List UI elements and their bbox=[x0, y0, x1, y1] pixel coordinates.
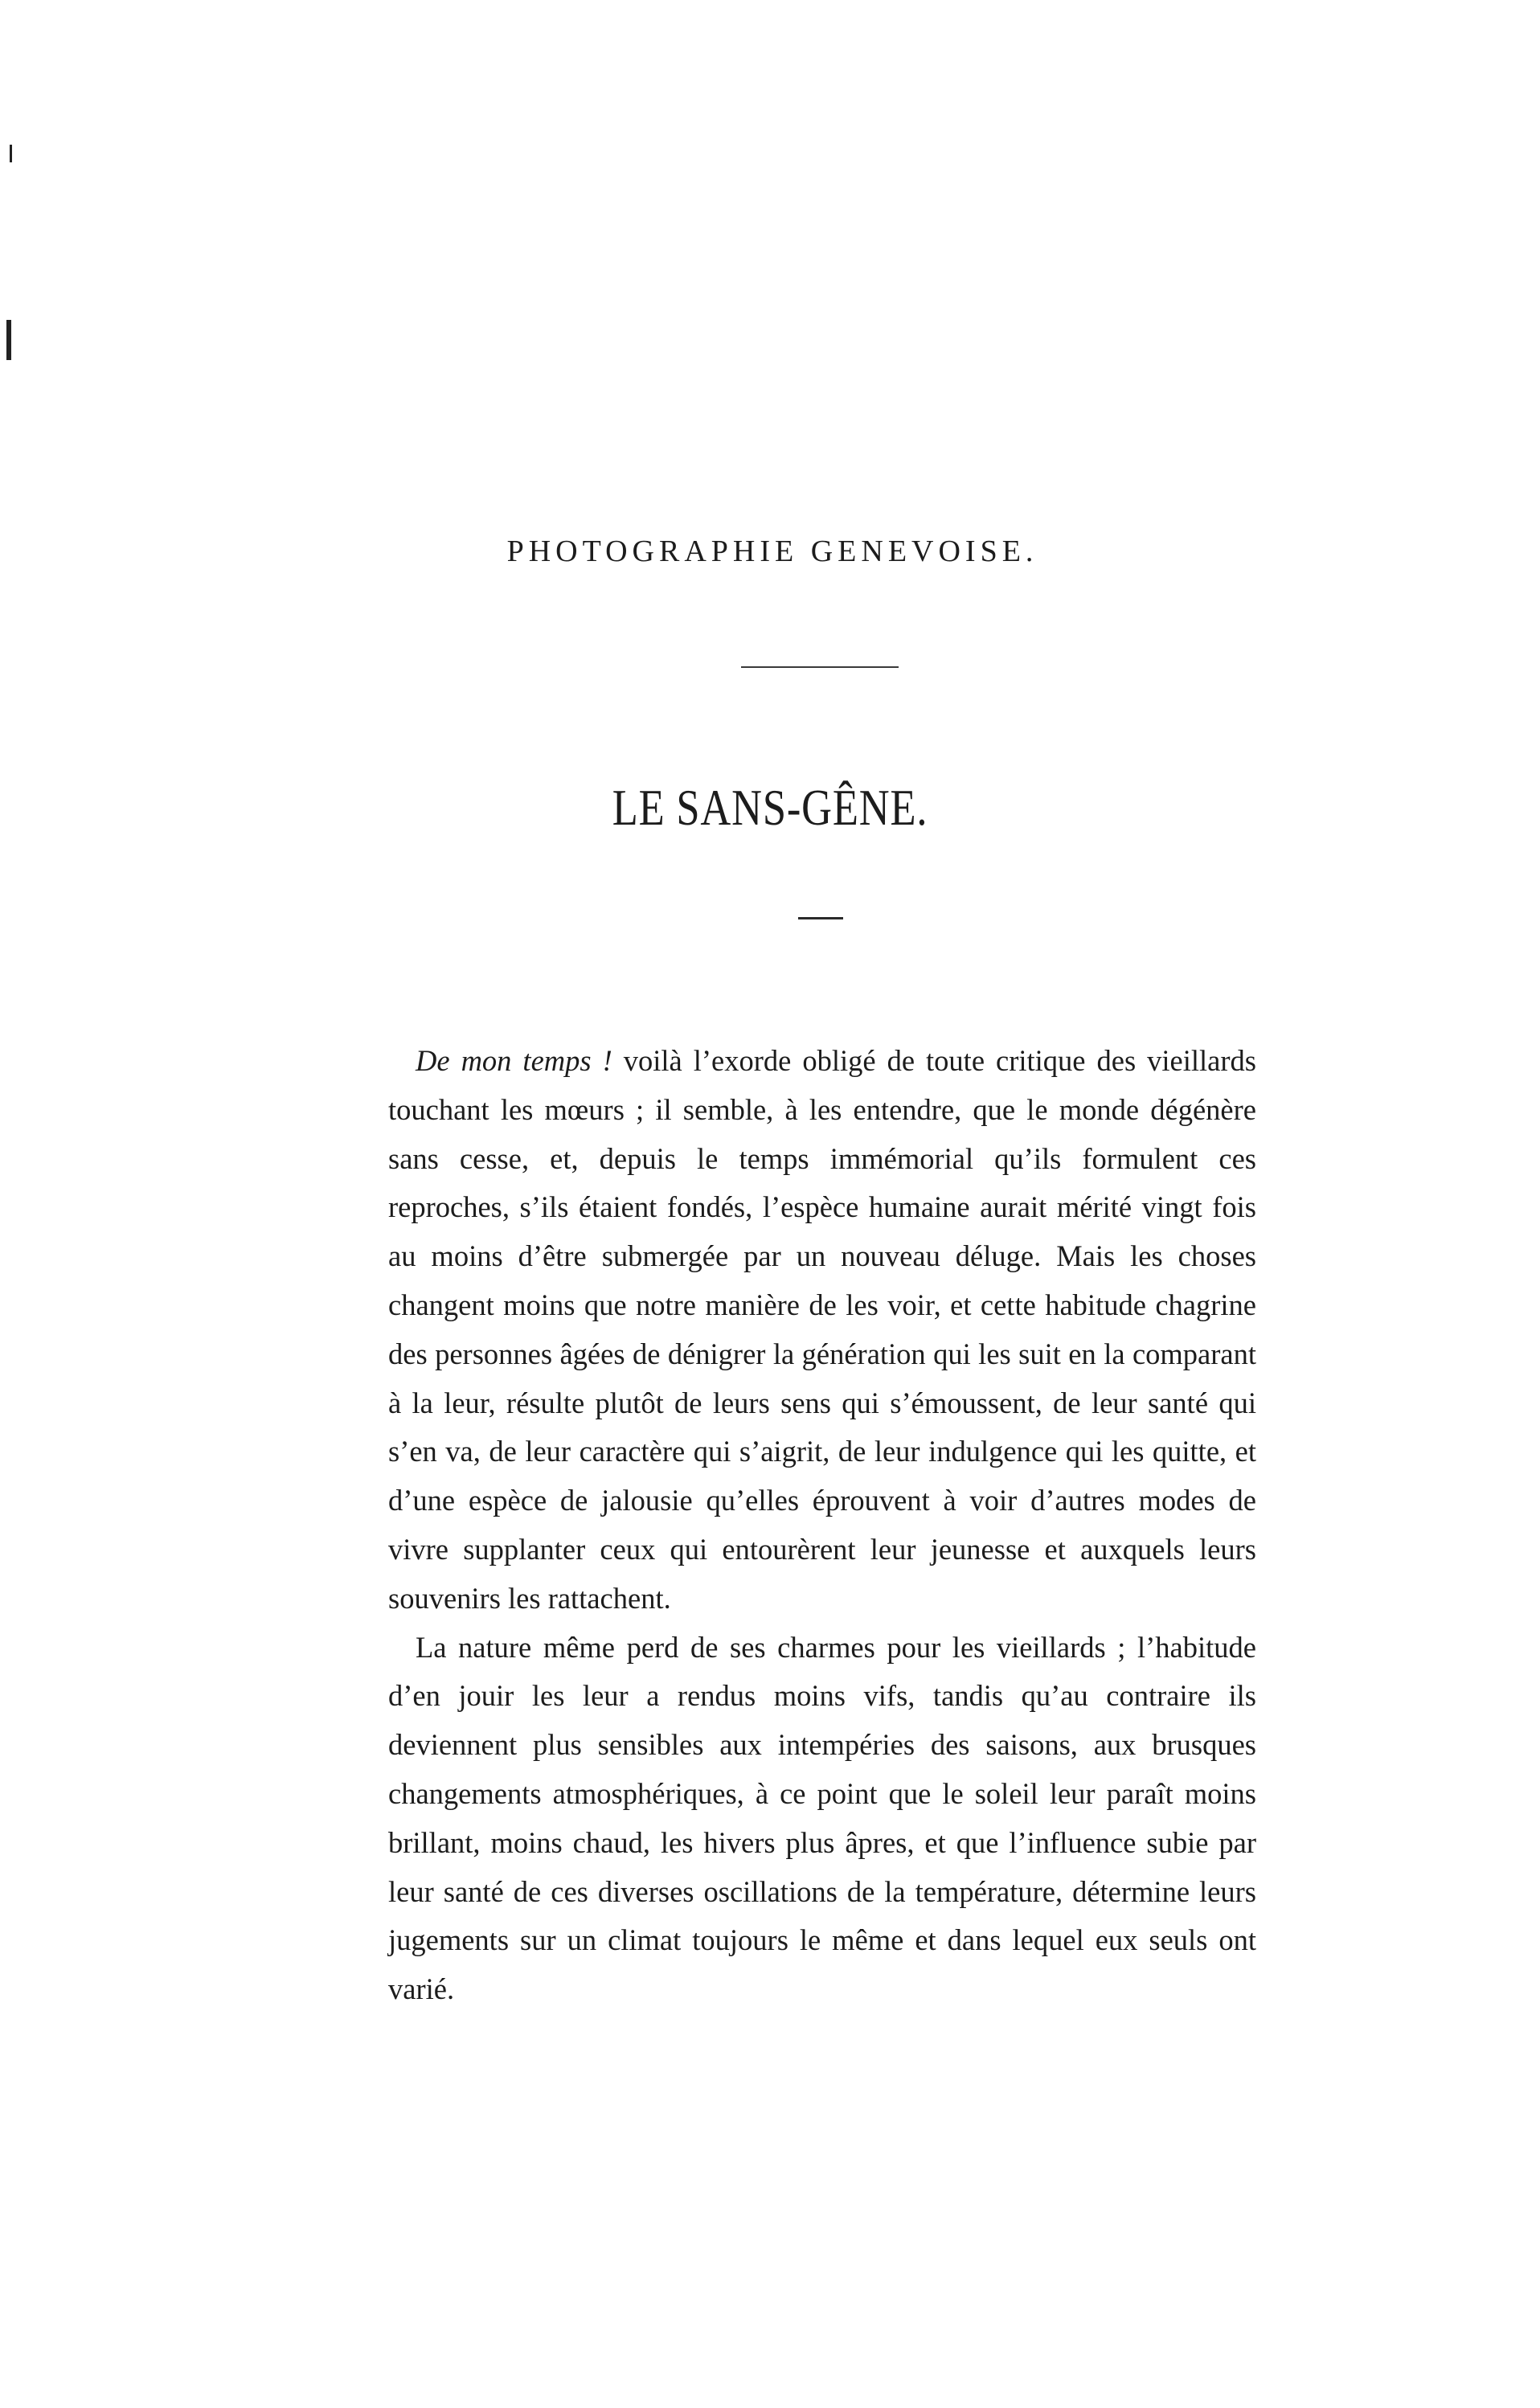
paragraph-1 bbox=[388, 1037, 1256, 1624]
series-title: PHOTOGRAPHIE GENEVOISE. bbox=[506, 534, 1038, 568]
chapter-title: LE SANS-GÊNE. bbox=[612, 779, 928, 836]
body-text bbox=[388, 1037, 1256, 2014]
paragraph-2 bbox=[388, 1624, 1256, 2014]
paragraph-2-text: La nature même perd de ses charmes pour les vieillards ; l’habitude d’en jouir les leur a rendus moins vifs, tandis qu’au contraire ils deviennent plus sensibles aux intempéries des saisons, aux brusques changements atmosphériques, à ce point que le soleil leur paraît moins brillant, moins chaud, les hivers plus âpres, et que l’influence subie par leur santé de ces diverses oscillations de la température, détermine leurs jugements sur un climat toujours le même et dans lequel eux seuls ont varié. bbox=[388, 1630, 1256, 2006]
scan-mark bbox=[6, 320, 11, 360]
paragraph-1-text: voilà l’exorde obligé de toute critique des vieillards touchant les mœurs ; il semble, à les entendre, que le monde dégénère sans cesse, et, depuis le temps immémorial qu’ils formulent ces reproches, s’ils étaient fondés, l’espèce humaine aurait mérité vingt fois au moins d’être submergée par un nouveau déluge. Mais les choses changent moins que notre manière de les voir, et cette habitude chagrine des personnes âgées de dénigrer la génération qui les suit en la comparant à la leur, résulte plutôt de leurs sens qui s’émoussent, de leur santé qui s’en va, de leur caractère qui s’aigrit, de leur indulgence qui les quitte, et d’une espèce de jalousie qu’elles éprouvent à voir d’autres modes de vivre supplanter ceux qui entourèrent leur jeunesse et auxquels leurs souvenirs les rattachent. bbox=[388, 1044, 1256, 1615]
paragraph-1-italic-lead: De mon temps ! bbox=[416, 1044, 612, 1077]
chapter-divider bbox=[798, 917, 843, 919]
scan-mark bbox=[10, 145, 12, 162]
title-divider bbox=[741, 666, 899, 668]
